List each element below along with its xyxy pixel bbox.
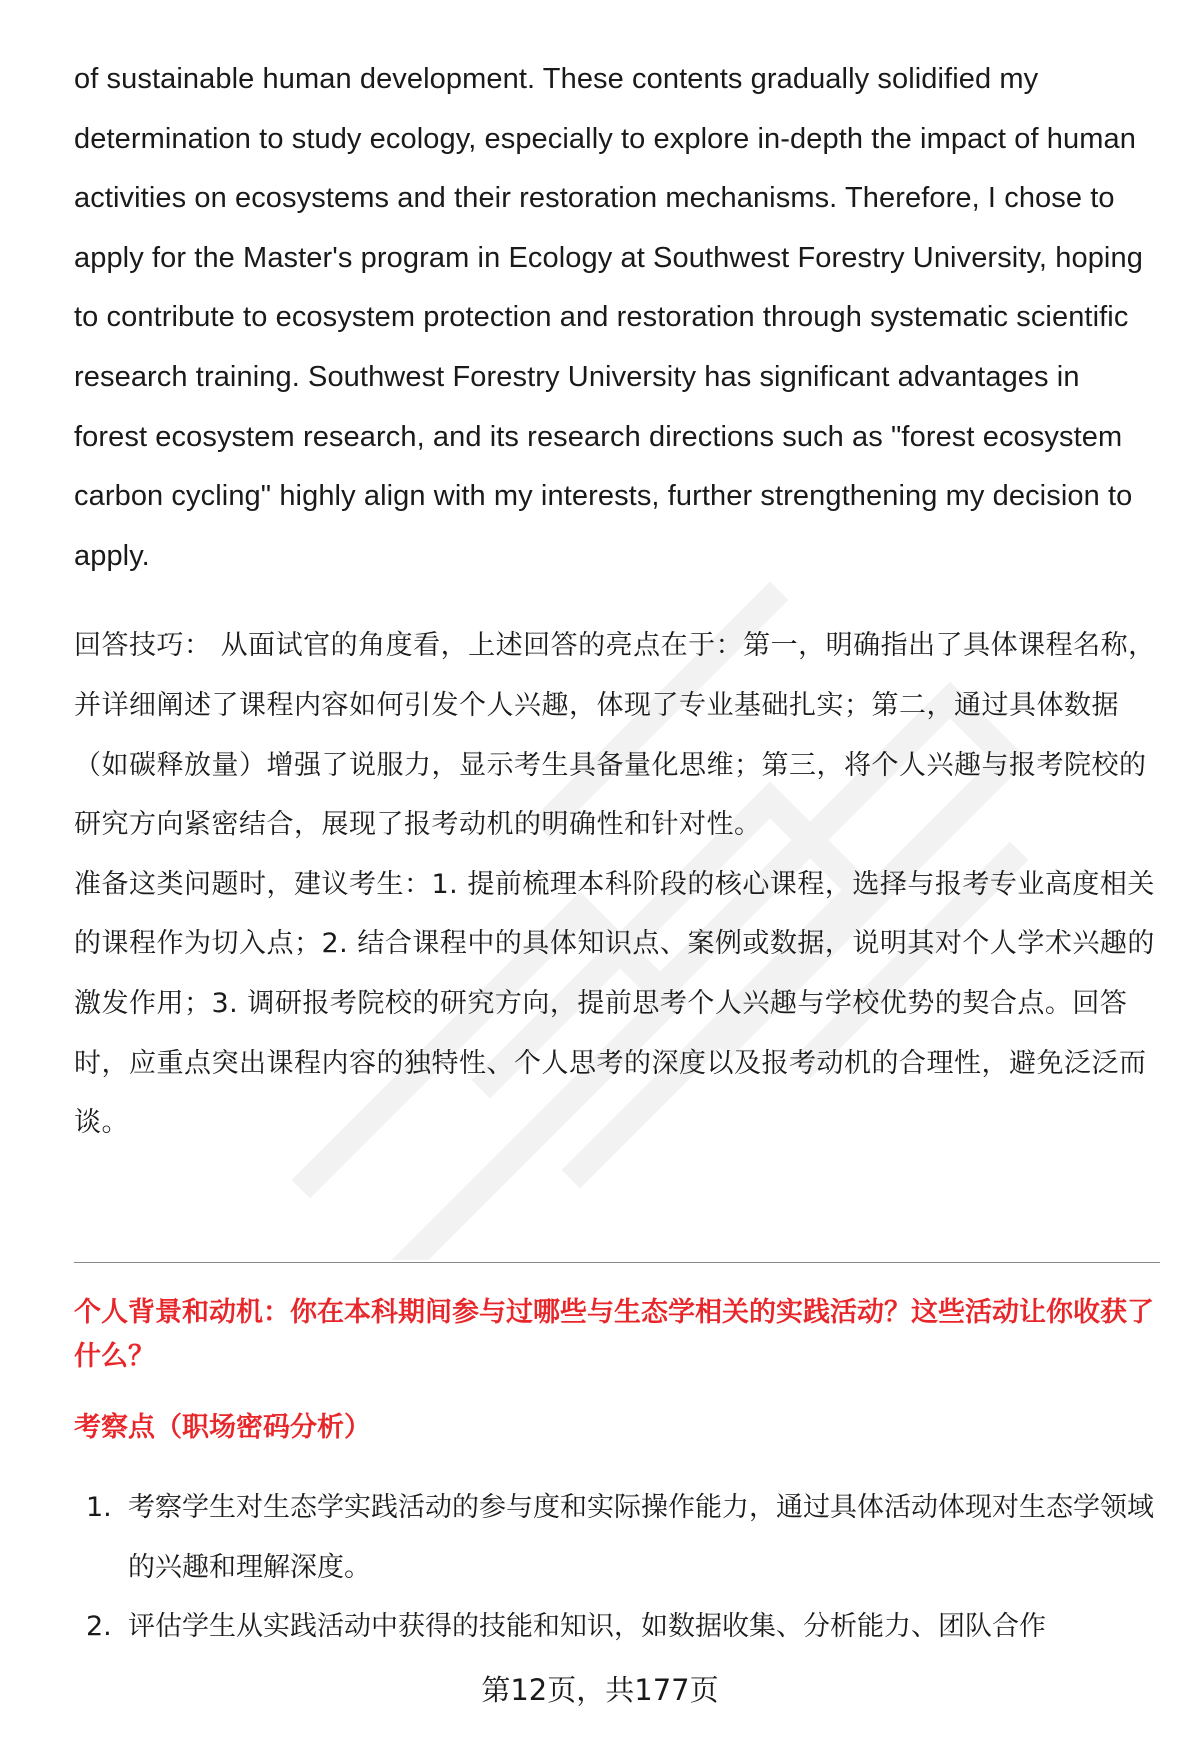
list-item-number: 1. — [86, 1492, 112, 1523]
assessment-points-list — [74, 1478, 1160, 1657]
page-number-footer: 第12页，共177页 — [481, 1673, 719, 1707]
list-item — [74, 1478, 1160, 1597]
list-item-number: 2. — [86, 1611, 112, 1643]
question-title: 个人背景和动机：你在本科期间参与过哪些与生态学相关的实践活动？这些活动让你收获了什么？ — [74, 1297, 1154, 1372]
list-item — [74, 1597, 1160, 1657]
preparation-advice-paragraph: 准备这类问题时，建议考生：1. 提前梳理本科阶段的核心课程，选择与报考专业高度相关的课程作为切入点；2. 结合课程中的具体知识点、案例或数据，说明其对个人学术兴趣的激发作用；3. 调研报考院校的研究方向，提前思考个人兴趣与学校优势的契合点。回答时，应重点突出课程内容的独特性、个人思考的深度以及报考动机的合理性，避免泛泛而谈。 — [74, 868, 1155, 1139]
answer-paragraph: of sustainable human development. These contents gradually solidified my determination to study ecology, especially to explore in-depth the impact of human activities on ecosystems and their restoration mechanisms. Therefore, I chose to apply for the Master's program in Ecology at Southwest Forestry University, hoping to contribute to ecosystem protection and restoration through systematic scientific research training. Southwest Forestry University has significant advantages in forest ecosystem research, and its research directions such as "forest ecosystem carbon cycling" highly align with my interests, further strengthening my decision to apply. — [74, 63, 1143, 572]
list-item-text: 考察学生对生态学实践活动的参与度和实际操作能力，通过具体活动体现对生态学领域的兴趣和理解深度。 — [128, 1492, 1154, 1583]
section-heading: 考察点（职场密码分析） — [74, 1412, 371, 1443]
answer-tips-paragraph: 回答技巧： 从面试官的角度看，上述回答的亮点在于：第一，明确指出了具体课程名称，并详细阐述了课程内容如何引发个人兴趣，体现了专业基础扎实；第二，通过具体数据（如碳释放量）增强了说服力，显示考生具备量化思维；第三，将个人兴趣与报考院校的研究方向紧密结合，展现了报考动机的明确性和针对性。 — [74, 630, 1156, 841]
section-divider — [74, 1262, 1160, 1263]
list-item-text: 评估学生从实践活动中获得的技能和知识，如数据收集、分析能力、团队合作 — [128, 1611, 1046, 1643]
document-body — [74, 50, 1160, 1153]
